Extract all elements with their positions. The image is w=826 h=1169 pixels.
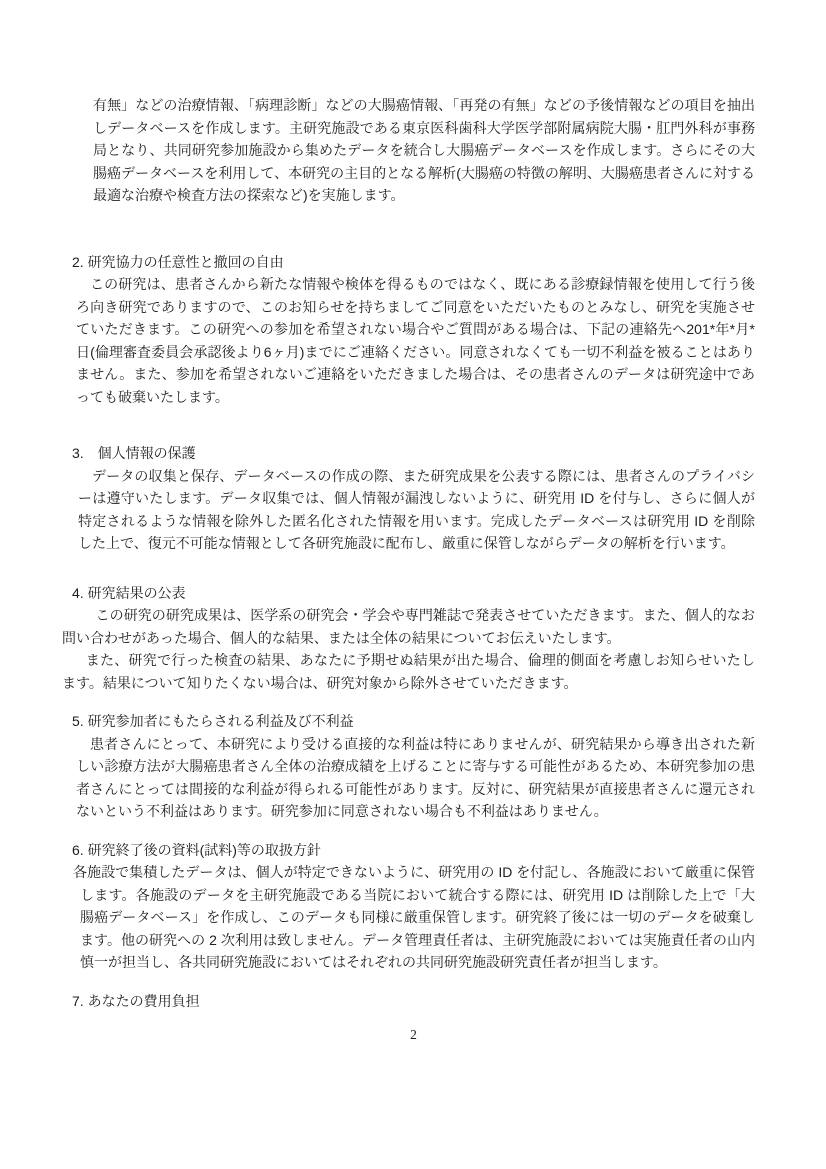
section-data-handling-policy — [72, 839, 755, 974]
section-paragraph: この研究は、患者さんから新たな情報や検体を得るものではなく、既にある診療録情報を使用して行う後ろ向き研究でありますので、このお知らせを持ちましてご同意をいただいたものとみなし、研究を実施させていただきます。この研究への参加を希望されない場合やご質問がある場合は、下記の連絡先へ201*年*月*日(倫理審査委員会承認後より6ヶ月)までにご連絡ください。同意されなくても一切不利益を被ることはありません。また、参加を希望されないご連絡をいただきました場合は、その患者さんのデータは研究途中であっても破棄いたします。 — [76, 276, 755, 405]
section-paragraph: また、研究で行った検査の結果、あなたに予期せぬ結果が出た場合、倫理的側面を考慮しお知らせいたします。結果について知りたくない場合は、研究対象から除外させていただきます。 — [62, 652, 755, 691]
section-personal-info-protection — [72, 442, 755, 555]
section-heading-2: 2. 研究協力の任意性と撤回の自由 — [72, 253, 284, 270]
section-paragraph: 患者さんにとって、本研究により受ける直接的な利益は特にありませんが、研究結果から導き出された新しい診療方法が大腸癌患者さん全体の治療成績を上げることに寄与する可能性があるため、本研究参加の患者さんにとっては間接的な利益が得られる可能性があります。反対に、研究結果が直接患者さんに還元されないという不利益はあります。研究参加に同意されない場合も不利益はありません。 — [76, 735, 755, 819]
section-heading-4: 4. 研究結果の公表 — [72, 584, 186, 601]
section-voluntariness — [72, 251, 755, 409]
section-results-publication — [62, 582, 755, 695]
section-heading-6: 6. 研究終了後の資料(試料)等の取扱方針 — [72, 841, 321, 858]
section-heading-7: 7. あなたの費用負担 — [72, 992, 200, 1009]
section-paragraph: データの収集と保存、データベースの作成の際、また研究成果を公表する際には、患者さんのプライバシーは遵守いたします。データ収集では、個人情報が漏洩しないように、研究用 ID を付与し、さらに個人が特定されるような情報を除外した匿名化された情報を用います。完成したデータベースは研究用 ID を削除した上で、復元不可能な情報として各研究施設に配布し、厳重に保管しながらデータの解析を行います。 — [78, 467, 755, 551]
page-number: 2 — [410, 1027, 417, 1042]
section-heading-3: 3. 個人情報の保護 — [72, 445, 196, 461]
section-heading-5: 5. 研究参加者にもたらされる利益及び不利益 — [72, 713, 354, 729]
section-paragraph: 各施設で集積したデータは、個人が特定できないように、研究用の ID を付記し、各施設において厳重に保管します。各施設のデータを主研究施設である当院において統合する際には、研究用 ID は削除した上で「大腸癌データベース」を作成し、このデータも同様に厳重保管します。研究終了後には一切のデータを破棄します。他の研究への 2 次利用は致しません。データ管理責任者は、主研究施設においては実施責任者の山内慎一が担当し、各共同研究施設においてはそれぞれの共同研究施設研究責任者が担当します。 — [73, 864, 755, 970]
section-paragraph: この研究の研究成果は、医学系の研究会・学会や専門雑誌で発表させていただきます。また、個人的なお問い合わせがあった場合、個人的な結果、または全体の結果についてお伝えいたします。 — [62, 607, 755, 646]
continuation-paragraph: 有無」などの治療情報、「病理診断」などの大腸癌情報、「再発の有無」などの予後情報などの項目を抽出しデータベースを作成します。主研究施設である東京医科歯科大学医学部附属病院大腸・肛門外科が事務局となり、共同研究参加施設から集めたデータを統合し大腸癌データベースを作成します。さらにその大腸癌データベースを利用して、本研究の主目的となる解析(大腸癌の特徴の解明、大腸癌患者さんに対する最適な治療や検査方法の探索など)を実施します。 — [93, 97, 755, 203]
section-benefits-disadvantages — [72, 710, 755, 823]
section-cost-burden — [72, 990, 755, 1013]
